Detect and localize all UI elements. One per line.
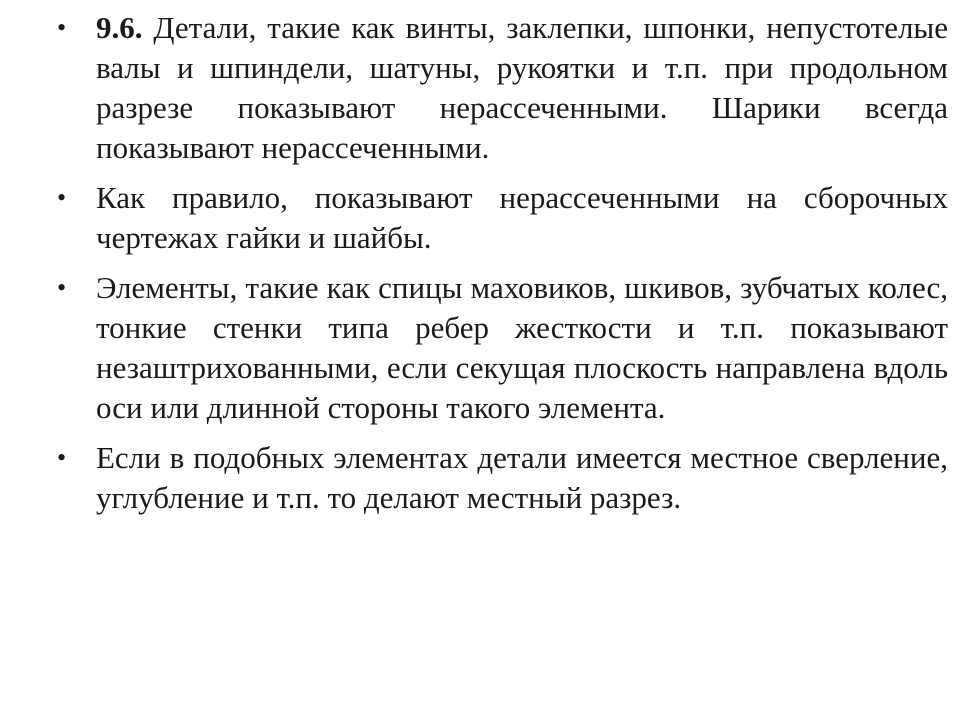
bullet-dot-icon: •: [57, 13, 67, 42]
bullet-item-elements: [57, 268, 948, 428]
bullet-text: Элементы, такие как спицы маховиков, шкивов, зубчатых колес, тонкие стенки типа ребер жесткости и т.п. показывают незаштрихованными, если секущая плоскость направлена вдоль оси или длинной стороны такого элемента.: [96, 270, 948, 425]
bullet-dot-icon: •: [57, 443, 67, 472]
item-number: 9.6.: [96, 10, 154, 45]
bullet-text: Как правило, показывают нерассеченными на сборочных чертежах гайки и шайбы.: [96, 180, 948, 255]
bullet-item-local-section: [57, 438, 948, 518]
bullet-item-nuts-washers: [57, 178, 948, 258]
bullet-text: Если в подобных элементах детали имеется местное сверление, углубление и т.п. то делают местный разрез.: [96, 440, 948, 515]
bullet-dot-icon: •: [57, 183, 67, 212]
bullet-text: Детали, такие как винты, заклепки, шпонки, непустотелые валы и шпиндели, шатуны, рукоятки и т.п. при продольном разрезе показывают нерассеченными. Шарики всегда показывают нерассеченными.: [96, 10, 949, 165]
bullet-item-9-6: [57, 8, 949, 168]
bullet-list: [57, 8, 949, 528]
bullet-dot-icon: •: [57, 273, 67, 302]
